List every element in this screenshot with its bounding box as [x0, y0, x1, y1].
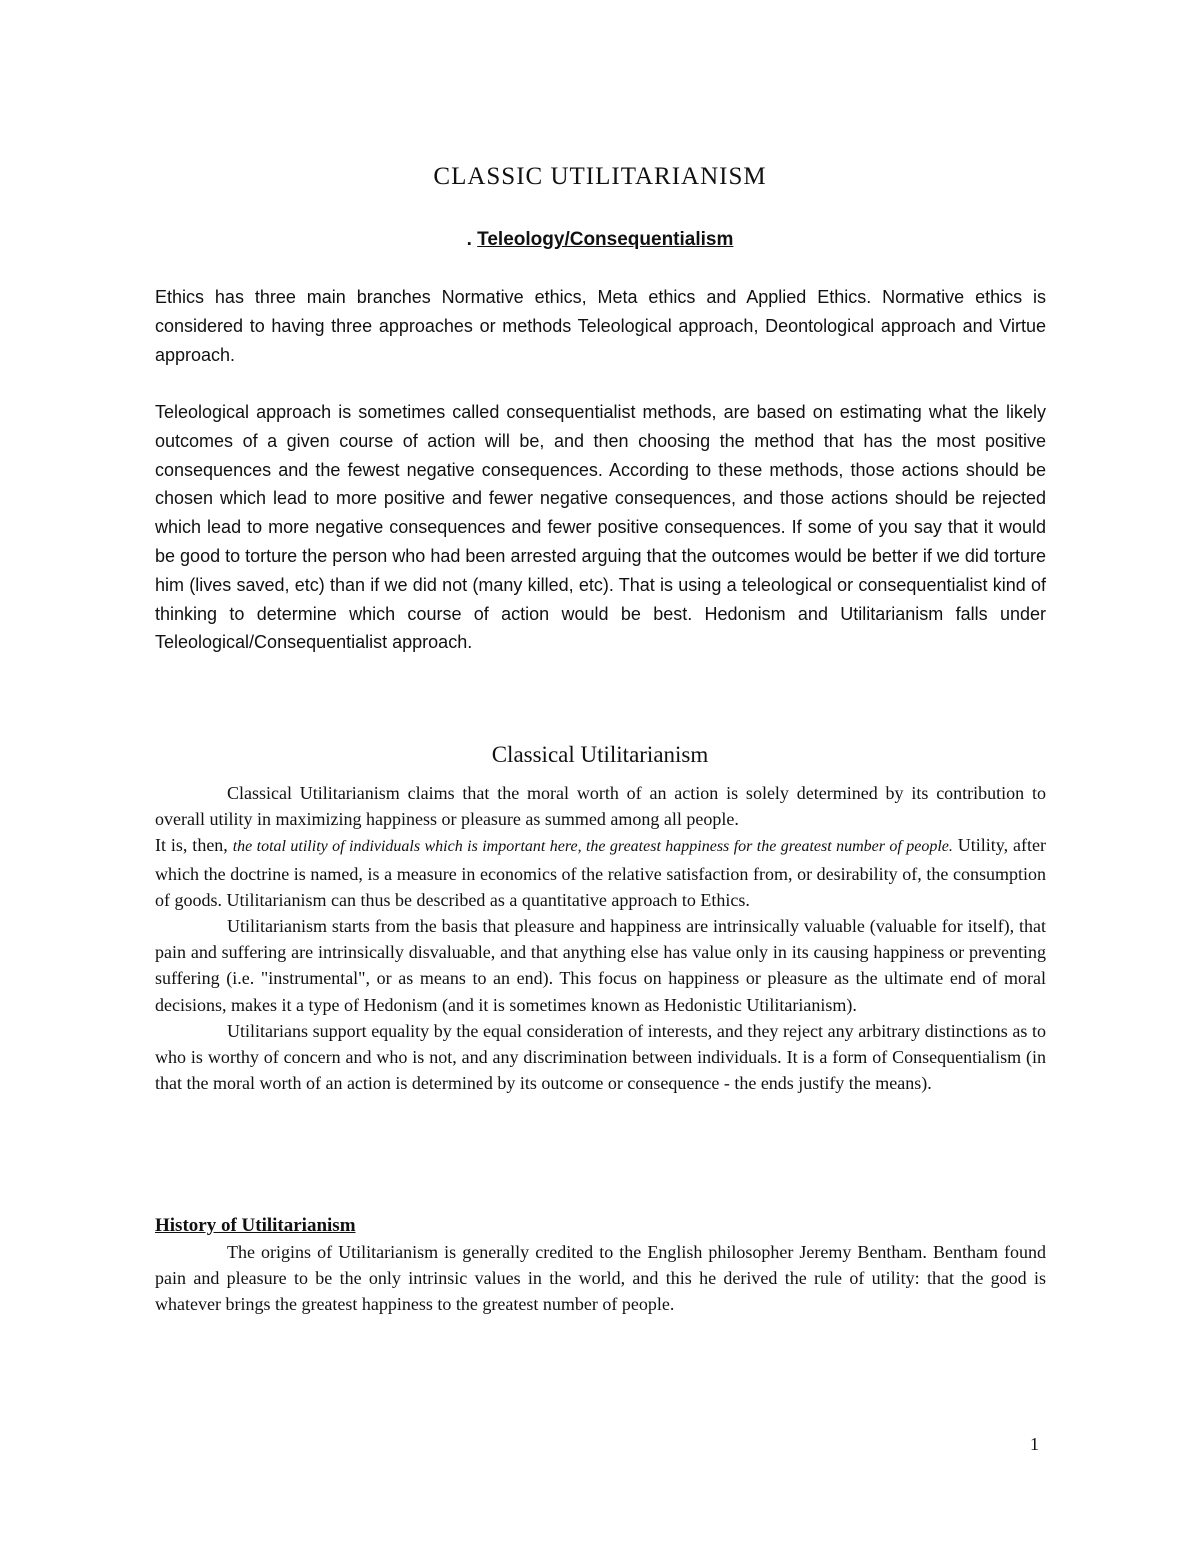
paragraph-claims: Classical Utilitarianism claims that the moral worth of an action is solely determined by its contribution to overall utility in maximizing happiness or pleasure as summed among all people.	[155, 783, 1046, 830]
paragraph-history: The origins of Utilitarianism is generally credited to the English philosopher Jeremy Bentham. Bentham found pain and pleasure to be the only intrinsic values in the world, and this he derived the rule of utility: that the good is whatever brings the greatest happiness to the greatest number of people.	[155, 1242, 1046, 1315]
history-section	[155, 1213, 1046, 1318]
paragraph-branches: Ethics has three main branches Normative ethics, Meta ethics and Applied Ethics. Normative ethics is considered to having three approaches or methods Teleological approach, Deontological approach and Virtue approach.	[155, 287, 1046, 365]
subheading	[0, 226, 1200, 254]
page-number: 1	[1030, 1434, 1039, 1454]
history-heading: History of Utilitarianism	[155, 1215, 356, 1236]
section-heading-classical: Classical Utilitarianism	[491, 742, 709, 767]
document-title: CLASSIC UTILITARIANISM	[433, 163, 767, 190]
total-utility-emphasis: the total utility of individuals which is important here, the greatest happiness for the greatest number of people.	[232, 838, 953, 856]
subheading-text: Teleology/Consequentialism	[477, 229, 734, 250]
paragraph-total-utility	[155, 832, 1046, 913]
paragraph-intrinsic-value: Utilitarianism starts from the basis that pleasure and happiness are intrinsically valuable (valuable for itself), that pain and suffering are intrinsically disvaluable, and that anything else has value only in its causing happiness or preventing suffering (i.e. "instrumental", or as means to an end). This focus on happiness or pleasure as the ultimate end of moral decisions, makes it a type of Hedonism (and it is sometimes known as Hedonistic Utilitarianism).	[155, 916, 1046, 1015]
classical-section	[155, 780, 1046, 1096]
intro-section	[155, 283, 1046, 369]
paragraph-teleological: Teleological approach is sometimes called consequentialist methods, are based on estimating what the likely outcomes of a given course of action will be, and then choosing the method that has the most positive consequences and the fewest negative consequences. According to these methods, those actions should be chosen which lead to more positive and fewer negative consequences, and those actions should be rejected which lead to more negative consequences and fewer positive consequences. If some of you say that it would be good to torture the person who had been arrested arguing that the outcomes would be better if we did torture him (lives saved, etc) than if we did not (many killed, etc). That is using a teleological or consequentialist kind of thinking to determine which course of action would be best. Hedonism and Utilitarianism falls under Teleological/Consequentialist approach.	[155, 402, 1046, 653]
teleology-section	[155, 398, 1046, 657]
total-utility-lead: It is, then,	[155, 835, 233, 856]
paragraph-equality: Utilitarians support equality by the equal consideration of interests, and they reject any arbitrary distinctions as to who is worthy of concern and who is not, and any discrimination between individuals. It is a form of Consequentialism (in that the moral worth of an action is determined by its outcome or consequence - the ends justify the means).	[155, 1020, 1046, 1094]
total-utility-rest: Utility, after which the doctrine is named, is a measure in economics of the relative satisfaction from, or desirability of, the consumption of goods. Utilitarianism can thus be described as a quantitative approach to Ethics.	[155, 835, 1046, 910]
subheading-prefix: .	[466, 229, 478, 250]
